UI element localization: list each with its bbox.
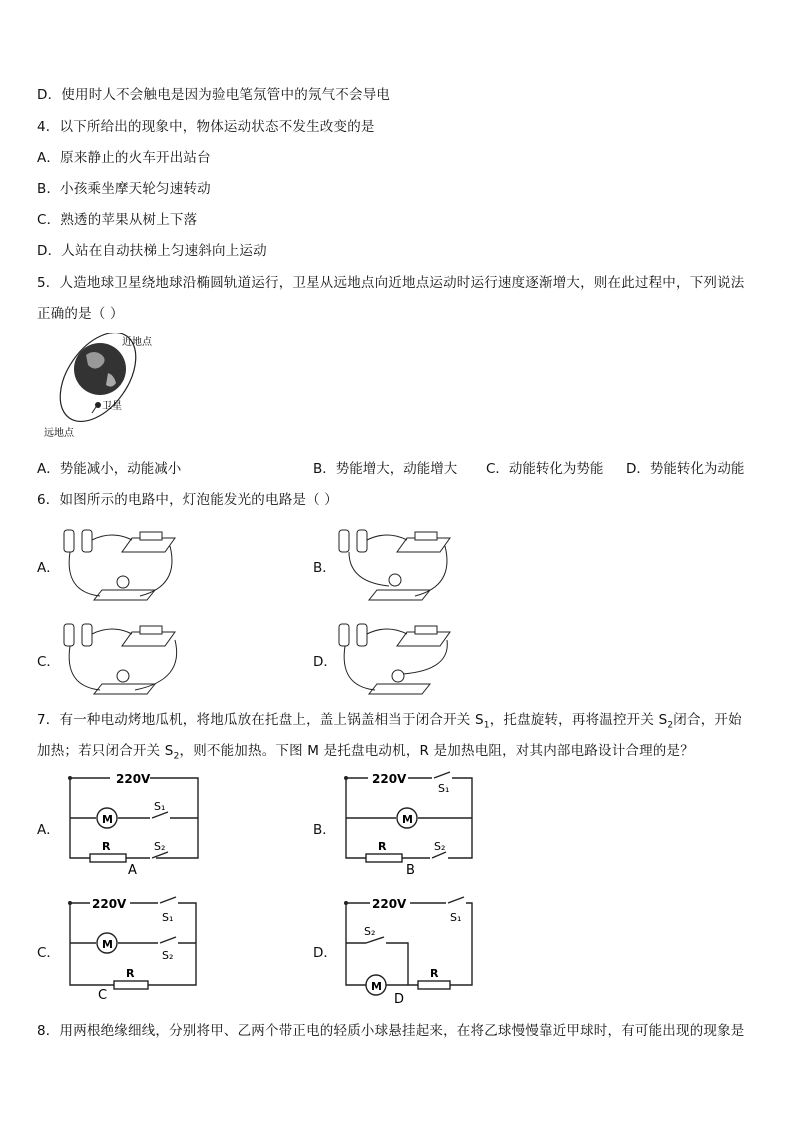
q4-option-d: D．人站在自动扶梯上匀速斜向上运动 [37,243,267,259]
voltage-label: 220V [372,897,407,911]
q6-circuit-b [335,522,460,606]
voltage-label: 220V [92,897,127,911]
q7-label-b: B． [313,822,336,838]
q7-label-c: C． [37,945,60,961]
switch-s1-label: S₁ [438,782,450,795]
resistor-label: R [126,967,135,980]
q7-circuit-b [342,770,482,876]
q7-label-a: A． [37,822,60,838]
q3-option-d: D．使用时人不会触电是因为验电笔氖管中的氖气不会导电 [37,87,391,103]
motor-label: M [371,980,382,993]
satellite-label: 卫星 [102,401,122,412]
voltage-label: 220V [372,772,407,786]
caption-d: D [394,992,405,1005]
resistor-label: R [430,967,439,980]
caption-c: C [98,988,108,1001]
q5-stem-line2: 正确的是（ ） [37,306,124,322]
q5-satellite-orbit-figure [38,333,178,441]
switch-s1-label: S₁ [162,911,174,924]
q6-label-a: A． [37,560,60,576]
q8-stem: 8．用两根绝缘细线，分别将甲、乙两个带正电的轻质小球悬挂起来，在将乙球慢慢靠近甲球时，有可能出现的现象是 [37,1023,745,1039]
q4-option-a: A．原来静止的火车开出站台 [37,150,211,166]
motor-label: M [102,938,113,951]
q5-stem-line1: 5．人造地球卫星绕地球沿椭圆轨道运行，卫星从远地点向近地点运动时运行速度逐渐增大，则在此过程中，下列说法 [37,275,745,291]
switch-s1-label: S₁ [450,911,462,924]
q6-stem: 6．如图所示的电路中，灯泡能发光的电路是（ ） [37,492,338,508]
q6-label-b: B． [313,560,336,576]
resistor-label: R [378,840,387,853]
q5-option-a: A．势能减小，动能减小 [37,461,182,477]
switch-s2-label: S₂ [154,840,166,853]
switch-s1-label: S₁ [154,800,166,813]
resistor-label: R [102,840,111,853]
q7-circuit-d [342,893,482,1005]
q4-option-b: B．小孩乘坐摩天轮匀速转动 [37,181,211,197]
caption-a: A [128,863,137,876]
switch-s2-label: S₂ [364,925,376,938]
q6-circuit-a [60,522,185,606]
caption-b: B [406,863,415,876]
q5-option-c: C．动能转化为势能 [486,461,604,477]
switch-s2-label: S₂ [434,840,446,853]
apogee-label: 远地点 [44,428,74,439]
q6-label-c: C． [37,654,60,670]
switch-s2-label: S₂ [162,949,174,962]
q7-stem-line1: 7．有一种电动烤地瓜机，将地瓜放在托盘上，盖上锅盖相当于闭合开关 $S_1$，托盘旋转，再将温控开关 $S_2$闭合，开始 [37,712,742,731]
motor-label: M [102,813,113,826]
q5-option-d: D．势能转化为动能 [626,461,745,477]
voltage-label: 220V [116,772,151,786]
q6-label-d: D． [313,654,337,670]
q7-stem-line2: 加热；若只闭合开关 $S_2$，则不能加热。下图 M 是托盘电动机，R 是加热电阻，对其内部电路设计合理的是？ [37,743,694,762]
q7-circuit-a [66,770,206,876]
q7-circuit-c [66,893,206,1001]
q4-option-c: C．熟透的苹果从树上下落 [37,212,198,228]
q7-label-d: D． [313,945,337,961]
q6-circuit-c [60,616,185,700]
motor-label: M [402,813,413,826]
q4-stem: 4．以下所给出的现象中，物体运动状态不发生改变的是 [37,119,375,135]
q6-circuit-d [335,616,460,700]
q5-option-b: B．势能增大，动能增大 [313,461,458,477]
perigee-label: 近地点 [122,337,152,348]
